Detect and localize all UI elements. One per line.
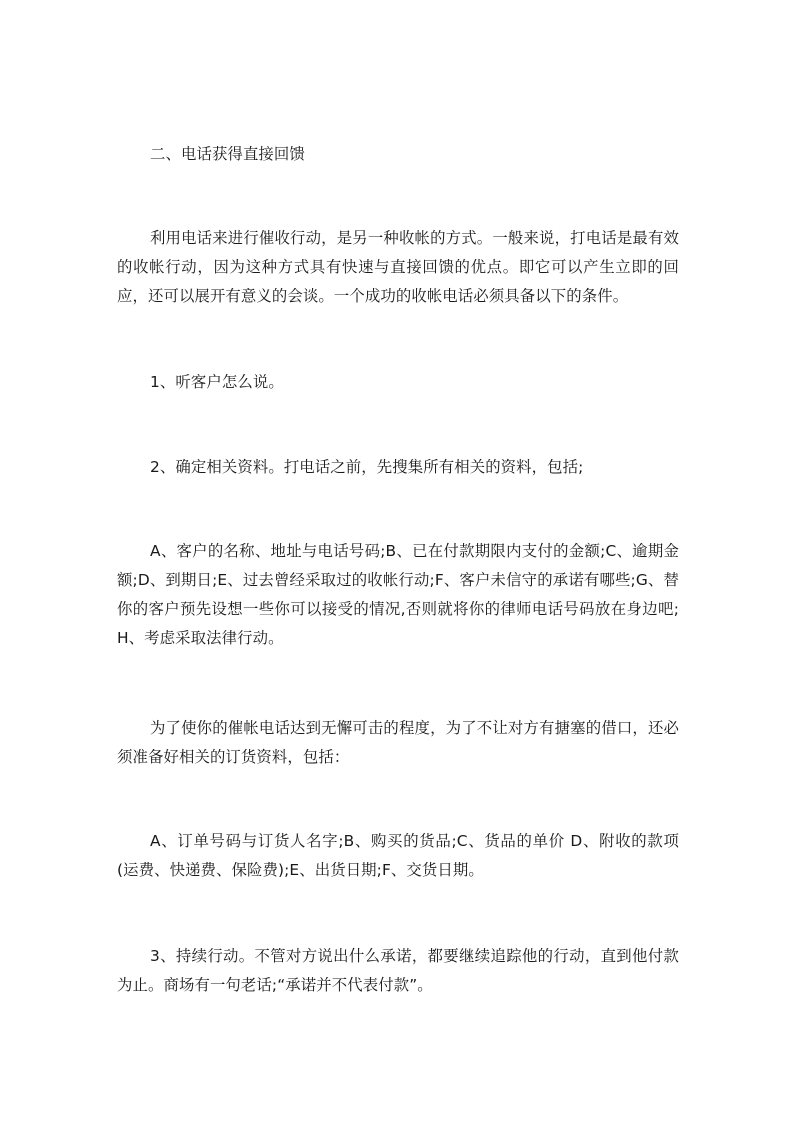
condition-1-paragraph: 1、听客户怎么说。: [150, 373, 284, 391]
related-data-list-paragraph: A、客户的名称、地址与电话号码;B、已在付款期限内支付的金额;C、逾期金额;D、到期日;E、过去曾经采取过的收帐行动;F、客户未信守的承诺有哪些;G、替你的客户预先设想一些你可以接受的情况,否则就将你的律师电话号码放在身边吧;H、考虑采取法律行动。: [117, 542, 679, 647]
intro-paragraph: 利用电话来进行催收行动，是另一种收帐的方式。一般来说，打电话是最有效的收帐行动，因为这种方式具有快速与直接回馈的优点。即它可以产生立即的回应，还可以展开有意义的会谈。一个成功的收帐电话必须具备以下的条件。: [117, 229, 679, 305]
condition-3-paragraph: 3、持续行动。不管对方说出什么承诺，都要继续追踪他的行动，直到他付款为止。商场有一句老话;“承诺并不代表付款”。: [117, 947, 679, 994]
order-data-list-paragraph: A、订单号码与订货人名字;B、购买的货品;C、货品的单价 D、附收的款项(运费、快递费、保险费);E、出货日期;F、交货日期。: [117, 832, 679, 879]
section-heading: 二、电话获得直接回馈: [150, 145, 305, 163]
order-data-preparation-paragraph: 为了使你的催帐电话达到无懈可击的程度，为了不让对方有搪塞的借口，还必须准备好相关的订货资料，包括：: [117, 719, 679, 766]
condition-2-paragraph: 2、确定相关资料。打电话之前，先搜集所有相关的资料，包括;: [150, 458, 584, 476]
